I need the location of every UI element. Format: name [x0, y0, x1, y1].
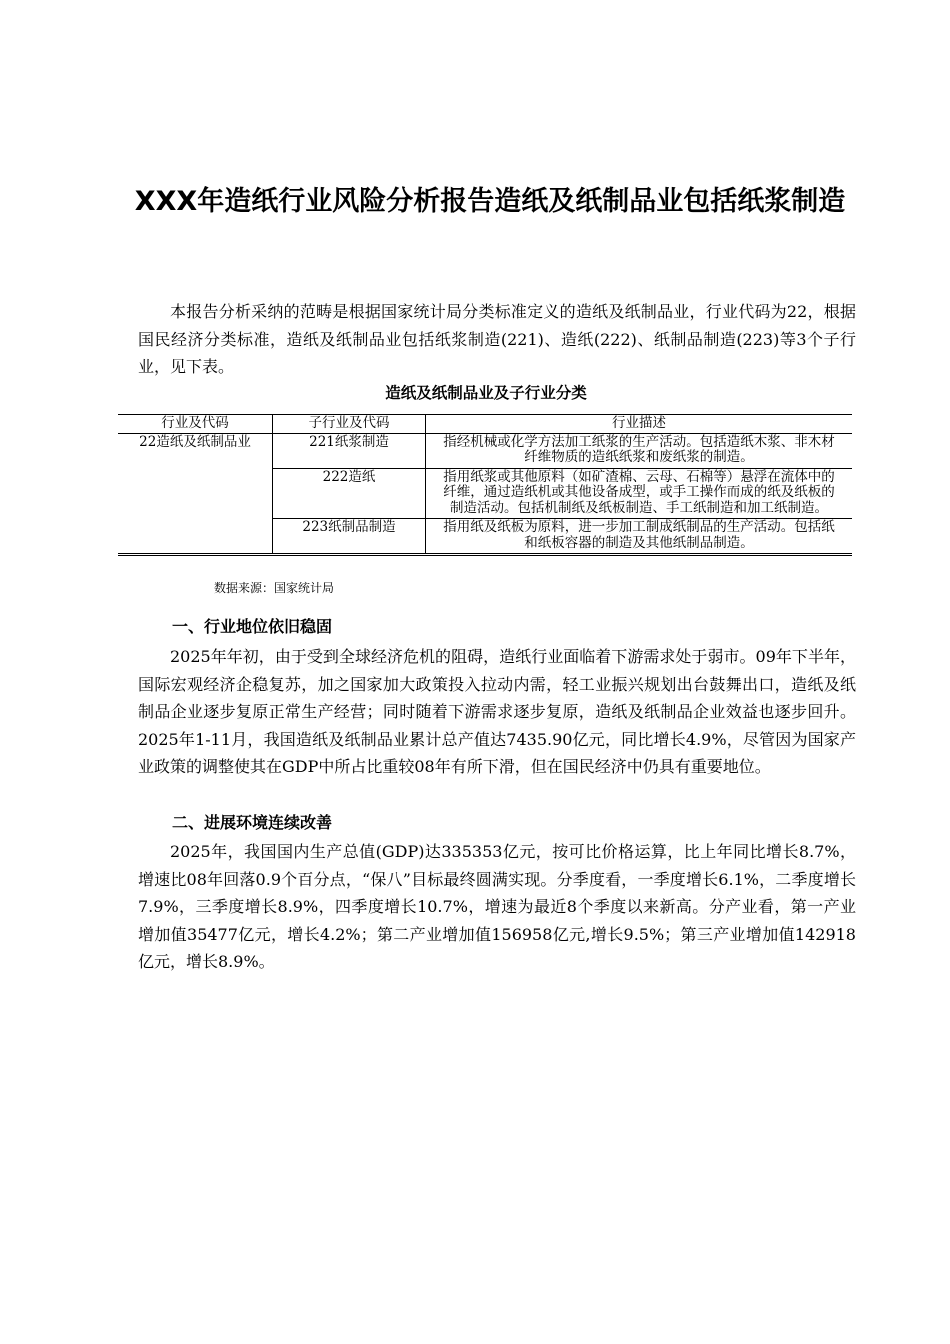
section-1-heading: 一、行业地位依旧稳固 [172, 617, 333, 636]
industry-cell: 22造纸及纸制品业 [118, 433, 273, 555]
header-description: 行业描述 [426, 415, 853, 434]
section-1-body: 2025年年初，由于受到全球经济危机的阻碍，造纸行业面临着下游需求处于弱市。09年下半年，国际宏观经济企稳复苏，加之国家加大政策投入拉动内需，轻工业振兴规划出台鼓舞出口，造纸及纸制品企业逐步复原正常生产经营；同时随着下游需求逐步复原，造纸及纸制品企业效益也逐步回升。2025年1-11月，我国造纸及纸制品业累计总产值达7435.90亿元，同比增长4.9%，尽管因为国家产业政策的调整使其在GDP中所占比重较08年有所下滑，但在国民经济中仍具有重要地位。 [138, 647, 856, 776]
table-caption: 造纸及纸制品业及子行业分类 [385, 384, 587, 402]
subindustry-cell: 222造纸 [273, 468, 426, 519]
table-row [118, 433, 852, 468]
description-cell: 指用纸浆或其他原料（如矿渣棉、云母、石棉等）悬浮在流体中的纤维，通过造纸机或其他设备成型，或手工操作而成的纸及纸板的制造活动。包括机制纸及纸板制造、手工纸制造和加工纸制造。 [426, 468, 853, 519]
subindustry-cell: 221纸浆制造 [273, 433, 426, 468]
subindustry-cell: 223纸制品制造 [273, 519, 426, 555]
table-source-note: 数据来源：国家统计局 [214, 581, 335, 595]
section-2-heading: 二、进展环境连续改善 [172, 813, 333, 832]
classification-table [118, 414, 852, 556]
header-industry: 行业及代码 [118, 415, 273, 434]
description-cell: 指用纸及纸板为原料，进一步加工制成纸制品的生产活动。包括纸和纸板容器的制造及其他纸制品制造。 [426, 519, 853, 555]
description-cell: 指经机械或化学方法加工纸浆的生产活动。包括造纸木浆、非木材纤维物质的造纸纸浆和废纸浆的制造。 [443, 433, 835, 465]
header-subindustry: 子行业及代码 [273, 415, 426, 434]
table-header-row [118, 415, 852, 434]
document-title: XXX年造纸行业风险分析报告造纸及纸制品业包括纸浆制造 [134, 186, 846, 217]
section-2-body: 2025年，我国国内生产总值(GDP)达335353亿元，按可比价格运算，比上年同比增长8.7%，增速比08年回落0.9个百分点，“保八”目标最终圆满实现。分季度看，一季度增长6.1%，二季度增长7.9%，三季度增长8.9%，四季度增长10.7%，增速为最近8个季度以来新高。分产业看，第一产业增加值35477亿元，增长4.2%；第二产业增加值156958亿元,增长9.5%；第三产业增加值142918亿元，增长8.9%。 [138, 842, 856, 971]
intro-paragraph: 本报告分析采纳的范畴是根据国家统计局分类标准定义的造纸及纸制品业，行业代码为22，根据国民经济分类标准，造纸及纸制品业包括纸浆制造(221)、造纸(222)、纸制品制造(223)等3个子行业，见下表。 [138, 302, 856, 376]
